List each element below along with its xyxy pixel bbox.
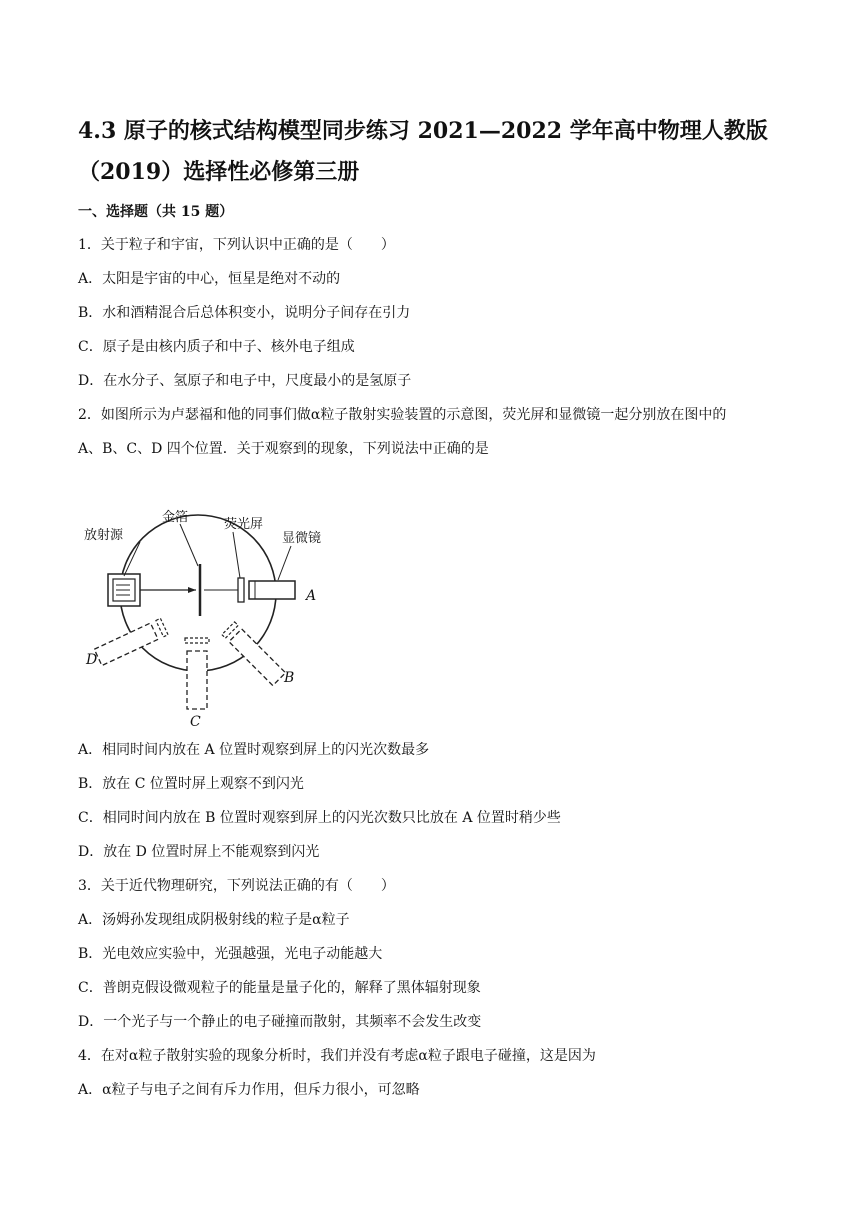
question-2-option-b: B．放在 C 位置时屏上观察不到闪光 (78, 776, 304, 792)
question-3-option-c: C．普朗克假设微观粒子的能量是量子化的，解释了黑体辐射现象 (78, 980, 481, 996)
label-position-b: B (284, 670, 295, 686)
question-3-option-a: A．汤姆孙发现组成阴极射线的粒子是α粒子 (78, 912, 350, 928)
label-position-c: C (190, 714, 201, 730)
label-radiation-source: 放射源 (84, 528, 124, 543)
question-2-stem-cont: A、B、C、D 四个位置．关于观察到的现象，下列说法中正确的是 (78, 441, 489, 457)
label-position-a: A (306, 588, 317, 604)
label-gold-foil: 金箔 (162, 510, 189, 525)
question-2-option-d: D．放在 D 位置时屏上不能观察到闪光 (78, 844, 320, 860)
question-1-option-c: C．原子是由核内质子和中子、核外电子组成 (78, 339, 355, 355)
question-1-option-d: D．在水分子、氢原子和电子中，尺度最小的是氢原子 (78, 373, 412, 389)
document-title-line-2: （2019）选择性必修第三册 (78, 159, 360, 185)
question-3-option-b: B．光电效应实验中，光强越强，光电子动能越大 (78, 946, 383, 962)
question-2-option-c: C．相同时间内放在 B 位置时观察到屏上的闪光次数只比放在 A 位置时稍少些 (78, 810, 561, 826)
scattering-apparatus-figure (78, 488, 368, 733)
question-4-stem: 4．在对α粒子散射实验的现象分析时，我们并没有考虑α粒子跟电子碰撞，这是因为 (78, 1048, 596, 1064)
question-3-option-d: D．一个光子与一个静止的电子碰撞而散射，其频率不会发生改变 (78, 1014, 482, 1030)
question-2-stem: 2．如图所示为卢瑟福和他的同事们做α粒子散射实验装置的示意图，荧光屏和显微镜一起分别放在图中的 (78, 407, 727, 423)
question-1-option-a: A．太阳是宇宙的中心，恒星是绝对不动的 (78, 271, 341, 287)
label-position-d: D (86, 652, 98, 668)
label-microscope: 显微镜 (282, 531, 322, 546)
question-4-option-a: A．α粒子与电子之间有斥力作用，但斥力很小，可忽略 (78, 1082, 420, 1098)
question-2-option-a: A．相同时间内放在 A 位置时观察到屏上的闪光次数最多 (78, 742, 430, 758)
label-fluorescent-screen: 荧光屏 (224, 517, 264, 532)
apparatus-diagram (78, 488, 368, 733)
section-heading: 一、选择题（共 15 题） (78, 204, 234, 220)
question-3-stem: 3．关于近代物理研究，下列说法正确的有（ ） (78, 878, 395, 894)
question-1-stem: 1．关于粒子和宇宙，下列认识中正确的是（ ） (78, 237, 395, 253)
question-1-option-b: B．水和酒精混合后总体积变小，说明分子间存在引力 (78, 305, 411, 321)
document-title-line-1: 4.3 原子的核式结构模型同步练习 2021—2022 学年高中物理人教版 (78, 118, 768, 144)
